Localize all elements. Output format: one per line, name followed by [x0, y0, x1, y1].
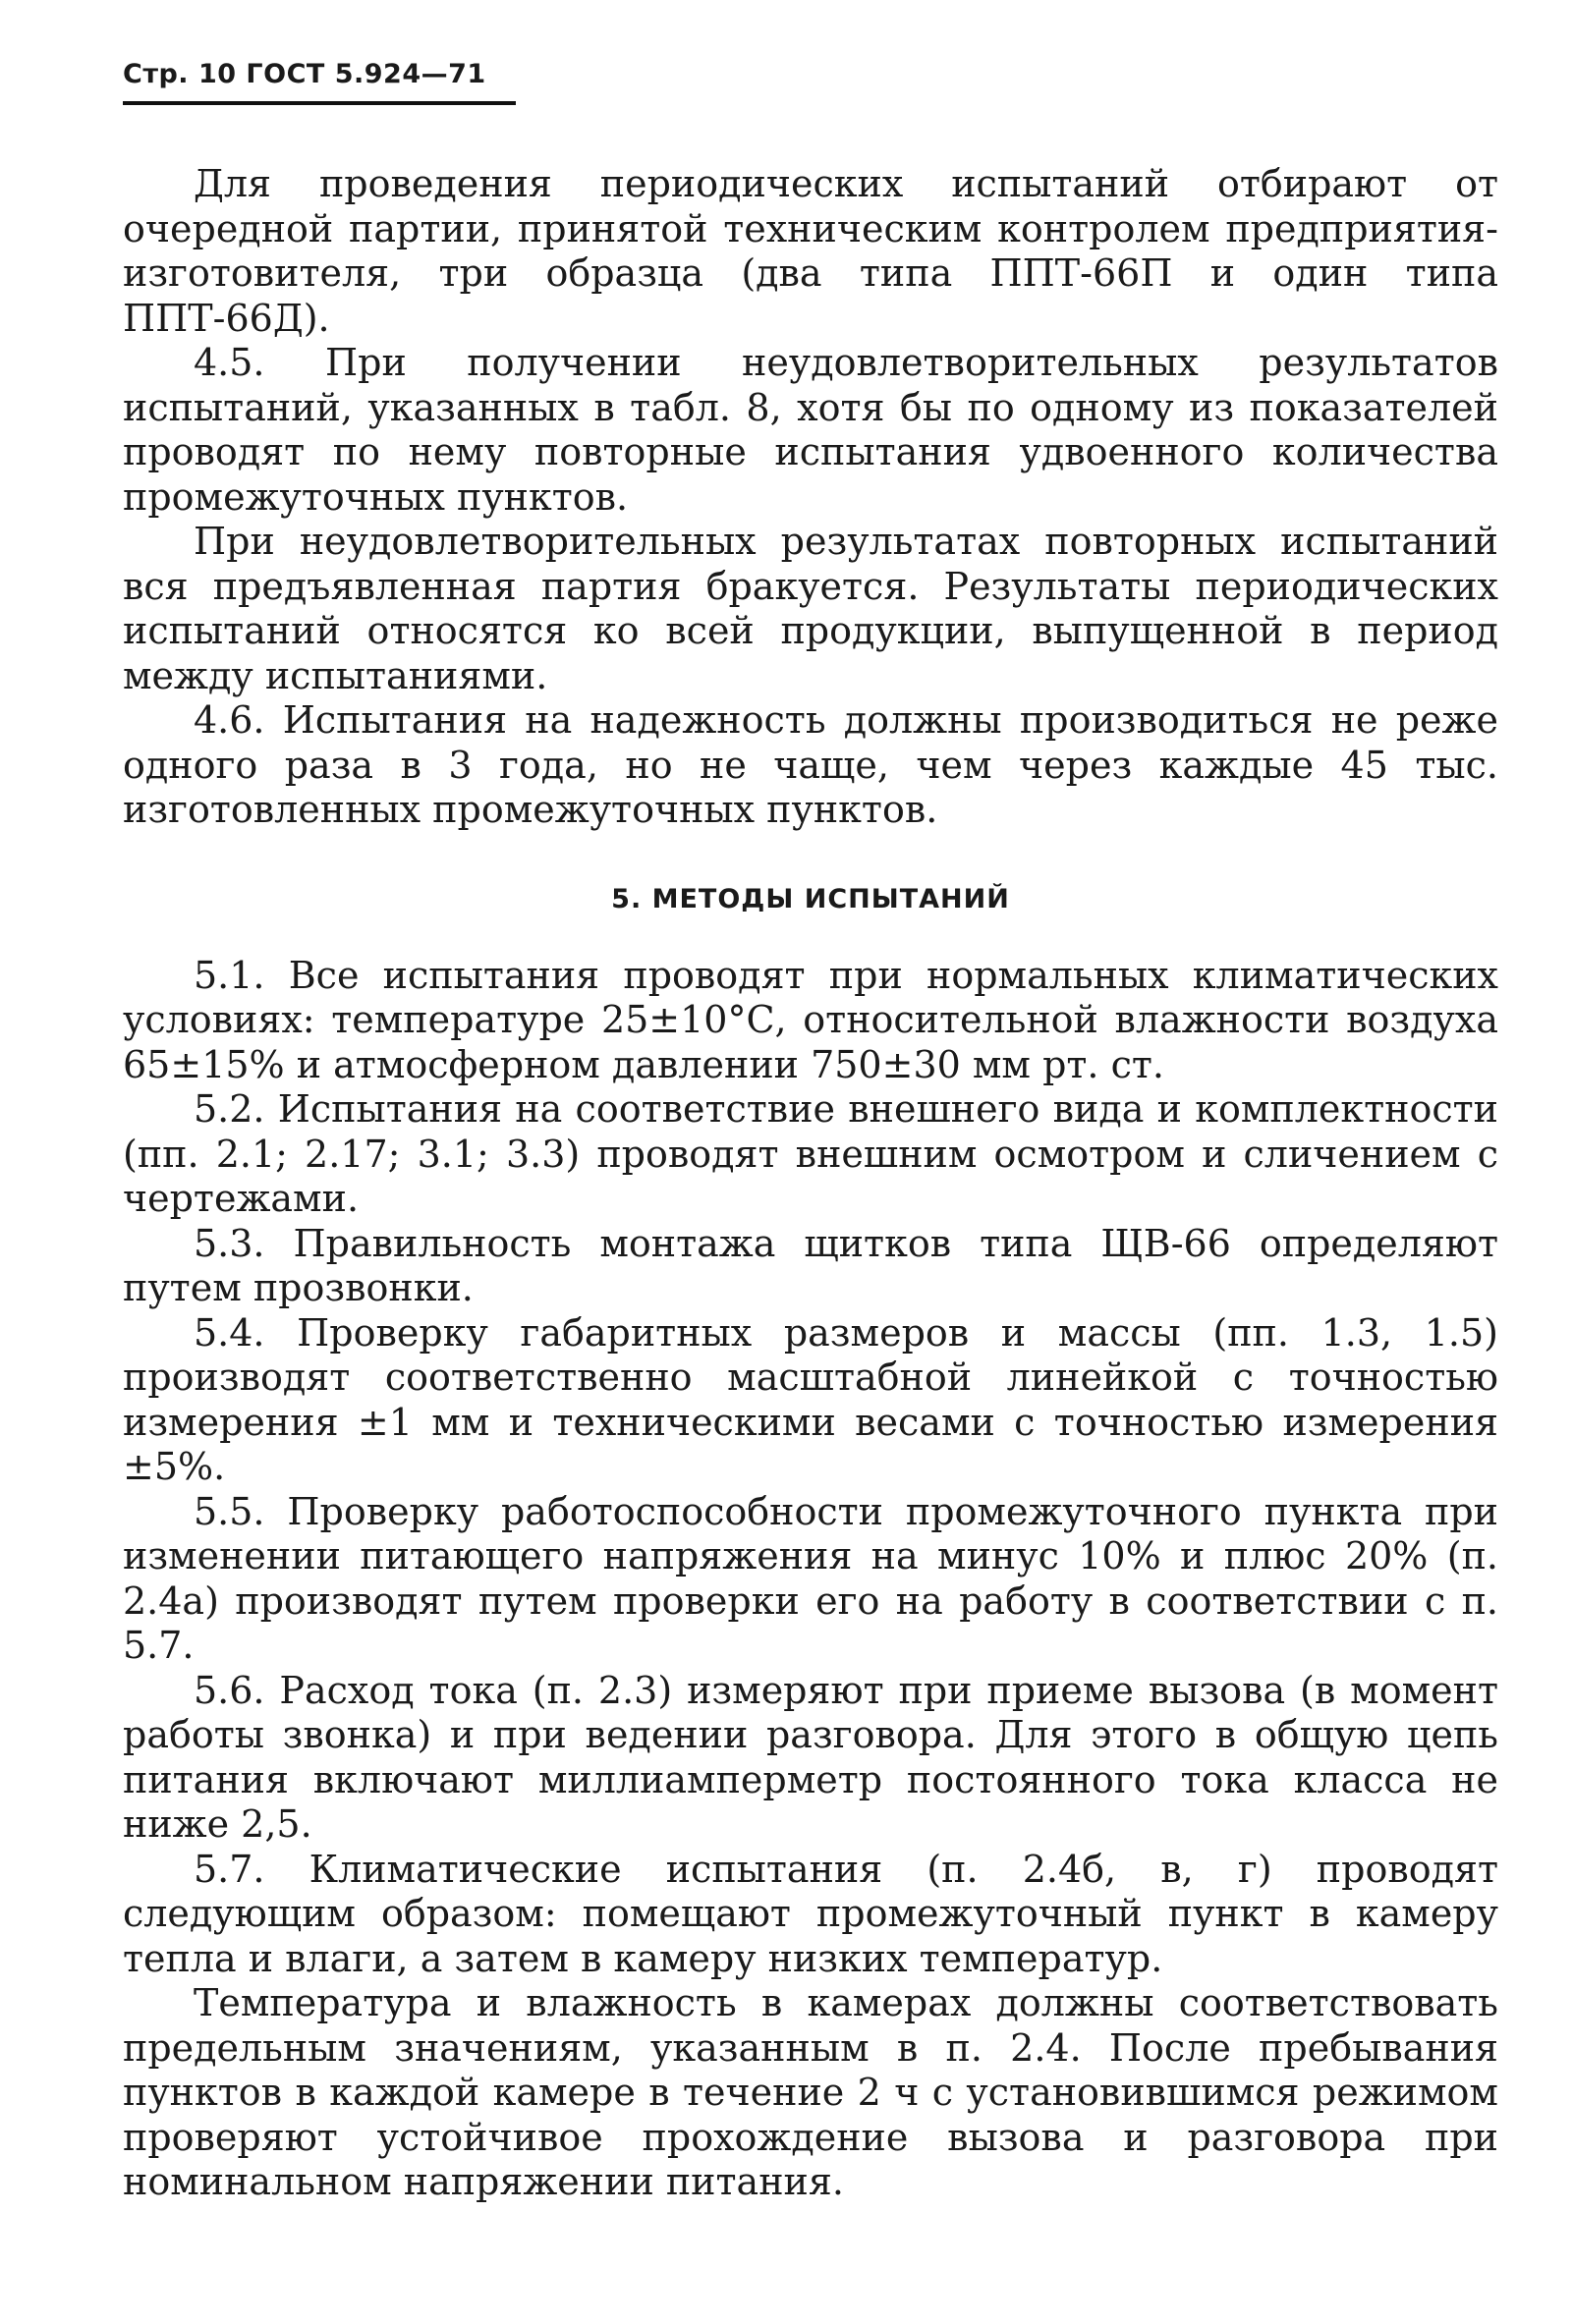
paragraph-5-1: 5.1. Все испытания проводят при нормальных климатических условиях: температуре 25±10°С, относительной влажности воздуха 65±15% и атмосферном давлении 750±30 мм рт. ст. [123, 953, 1498, 1086]
paragraph-5-3: 5.3. Правильность монтажа щитков типа ЩВ-66 определяют путем прозвонки. [123, 1221, 1498, 1309]
section-heading: 5. МЕТОДЫ ИСПЫТАНИЙ [611, 883, 1010, 914]
body-text-top [123, 162, 1498, 833]
paragraph-4-6: 4.6. Испытания на надежность должны производиться не реже одного раза в 3 года, но не чаще, чем через каждые 45 тыс. изготовленных промежуточных пунктов. [123, 698, 1498, 831]
page-header: Стр. 10 ГОСТ 5.924—71 [123, 59, 516, 105]
paragraph-sampling: Для проведения периодических испытаний отбирают от очередной партии, принятой техническим контролем предприятия-изготовителя, три образца (два типа ППТ-66П и один типа ППТ-66Д). [123, 162, 1498, 340]
paragraph-chamber-conditions: Температура и влажность в камерах должны соответствовать предельным значениям, указанным в п. 2.4. После пребывания пунктов в каждой камере в течение 2 ч с установившимся режимом проверяют устойчивое прохождение вызова и разговора при номинальном напряжении питания. [123, 1981, 1498, 2203]
paragraph-5-7: 5.7. Климатические испытания (п. 2.4б, в, г) проводят следующим образом: помещают промежуточный пункт в камеру тепла и влаги, а затем в камеру низких температур. [123, 1847, 1498, 1980]
paragraph-5-6: 5.6. Расход тока (п. 2.3) измеряют при приеме вызова (в момент работы звонка) и при ведении разговора. Для этого в общую цепь питания включают миллиамперметр постоянного тока класса не ниже 2,5. [123, 1668, 1498, 1846]
document-page [123, 59, 1498, 2205]
body-text-methods [123, 954, 1498, 2205]
paragraph-5-5: 5.5. Проверку работоспособности промежуточного пункта при изменении питающего напряжения на минус 10% и плюс 20% (п. 2.4а) производят путем проверки его на работу в соответствии с п. 5.7. [123, 1489, 1498, 1667]
paragraph-4-5: 4.5. При получении неудовлетворительных результатов испытаний, указанных в табл. 8, хотя бы по одному из показателей проводят по нему повторные испытания удвоенного количества промежуточных пунктов. [123, 341, 1498, 519]
paragraph-repeat-tests: При неудовлетворительных результатах повторных испытаний вся предъявленная партия бракуется. Результаты периодических испытаний относятся ко всей продукции, выпущенной в период между испытаниями. [123, 520, 1498, 697]
paragraph-5-2: 5.2. Испытания на соответствие внешнего вида и комплектности (пп. 2.1; 2.17; 3.1; 3.3) проводят внешним осмотром и сличением с чертежами. [123, 1087, 1498, 1220]
paragraph-5-4: 5.4. Проверку габаритных размеров и массы (пп. 1.3, 1.5) производят соответственно масштабной линейкой с точностью измерения ±1 мм и техническими весами с точностью измерения ±5%. [123, 1310, 1498, 1488]
